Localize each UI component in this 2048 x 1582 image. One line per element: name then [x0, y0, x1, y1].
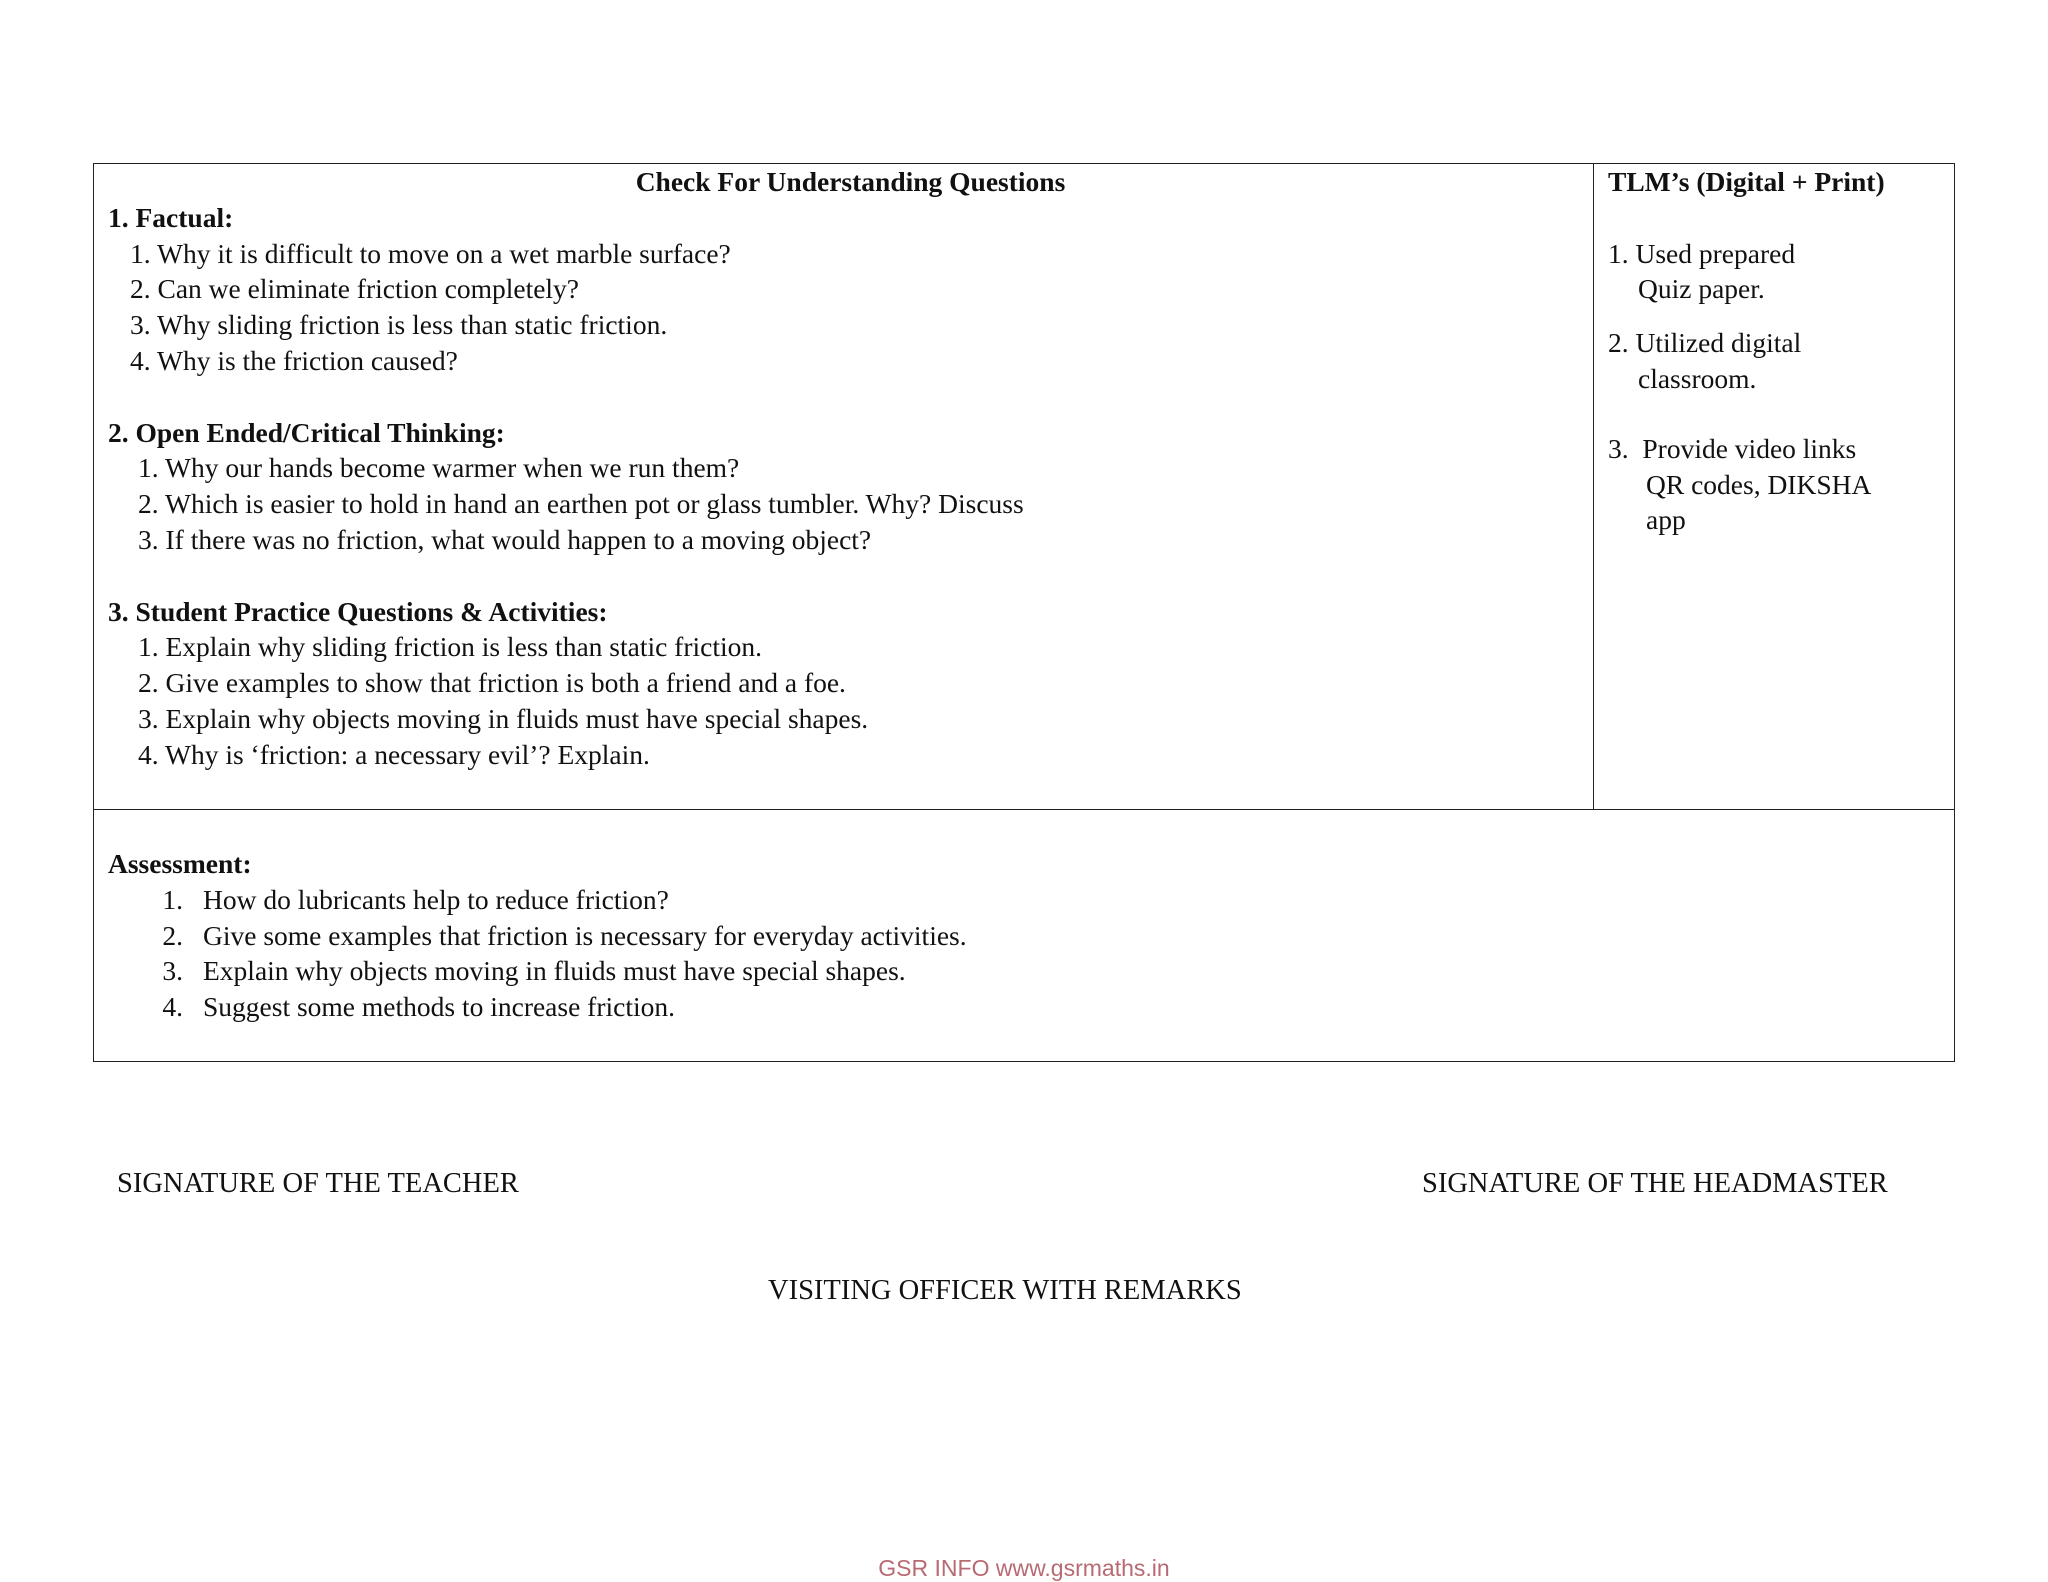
cfu-cell: [94, 164, 1594, 810]
tlm-item-line: classroom.: [1638, 362, 1757, 394]
cfu-title: Check For Understanding Questions: [635, 166, 1066, 197]
open-ended-item: 1. Why our hands become warmer when we run them?: [138, 452, 740, 484]
assessment-item: [108, 953, 1954, 989]
tlm-title: TLM’s (Digital + Print): [1608, 166, 1885, 197]
tlm-item-line: Quiz paper.: [1638, 273, 1765, 305]
assessment-item: [108, 882, 1954, 918]
assessment-item: [108, 989, 1954, 1025]
teacher-signature-label: SIGNATURE OF THE TEACHER: [117, 1168, 519, 1199]
footer-watermark: GSR INFO www.gsrmaths.in: [878, 1555, 1170, 1581]
assessment-item: [108, 918, 1954, 954]
assessment-item-number: 2.: [162, 919, 183, 951]
assessment-item-text: Explain why objects moving in fluids must have special shapes.: [203, 955, 906, 987]
open-ended-item: 3. If there was no friction, what would happen to a moving object?: [138, 523, 872, 555]
assessment-item-number: 4.: [162, 991, 183, 1023]
assessment-item-number: 3.: [162, 955, 183, 987]
open-ended-heading: 2. Open Ended/Critical Thinking:: [108, 416, 505, 448]
factual-item: 2. Can we eliminate friction completely?: [130, 273, 580, 305]
assessment-item-text: How do lubricants help to reduce friction?: [203, 883, 669, 915]
assessment-cell: [94, 810, 1955, 1062]
factual-item: 1. Why it is difficult to move on a wet marble surface?: [130, 237, 731, 269]
factual-item: 3. Why sliding friction is less than static friction.: [130, 309, 668, 341]
tlm-cell: [1594, 164, 1955, 810]
tlm-item-line: 2. Utilized digital: [1608, 327, 1802, 359]
assessment-item-text: Give some examples that friction is necessary for everyday activities.: [203, 919, 967, 951]
assessment-item-number: 1.: [162, 883, 183, 915]
assessment-row: [94, 810, 1955, 1062]
practice-item: 3. Explain why objects moving in fluids must have special shapes.: [138, 702, 869, 734]
tlm-item-line: 3. Provide video links: [1608, 432, 1857, 464]
practice-item: 1. Explain why sliding friction is less than static friction.: [138, 631, 763, 663]
open-ended-item: 2. Which is easier to hold in hand an earthen pot or glass tumbler. Why? Discuss: [138, 488, 1024, 520]
headmaster-signature-label: SIGNATURE OF THE HEADMASTER: [1422, 1168, 1888, 1199]
tlm-item-line: QR codes, DIKSHA: [1646, 468, 1872, 500]
factual-item: 4. Why is the friction caused?: [130, 344, 458, 376]
assessment-item-text: Suggest some methods to increase friction.: [203, 991, 675, 1023]
assessment-heading: Assessment:: [108, 848, 252, 879]
practice-item: 2. Give examples to show that friction is both a friend and a foe.: [138, 667, 846, 699]
visiting-officer-label: VISITING OFFICER WITH REMARKS: [768, 1275, 1242, 1306]
lesson-plan-table: [93, 163, 1955, 1062]
cfu-row: [94, 164, 1955, 810]
practice-item: 4. Why is ‘friction: a necessary evil’? Explain.: [138, 738, 650, 770]
tlm-item-line: app: [1646, 504, 1686, 536]
tlm-item-line: 1. Used prepared: [1608, 237, 1796, 269]
practice-heading: 3. Student Practice Questions & Activities:: [108, 595, 608, 627]
factual-heading: 1. Factual:: [108, 201, 234, 233]
